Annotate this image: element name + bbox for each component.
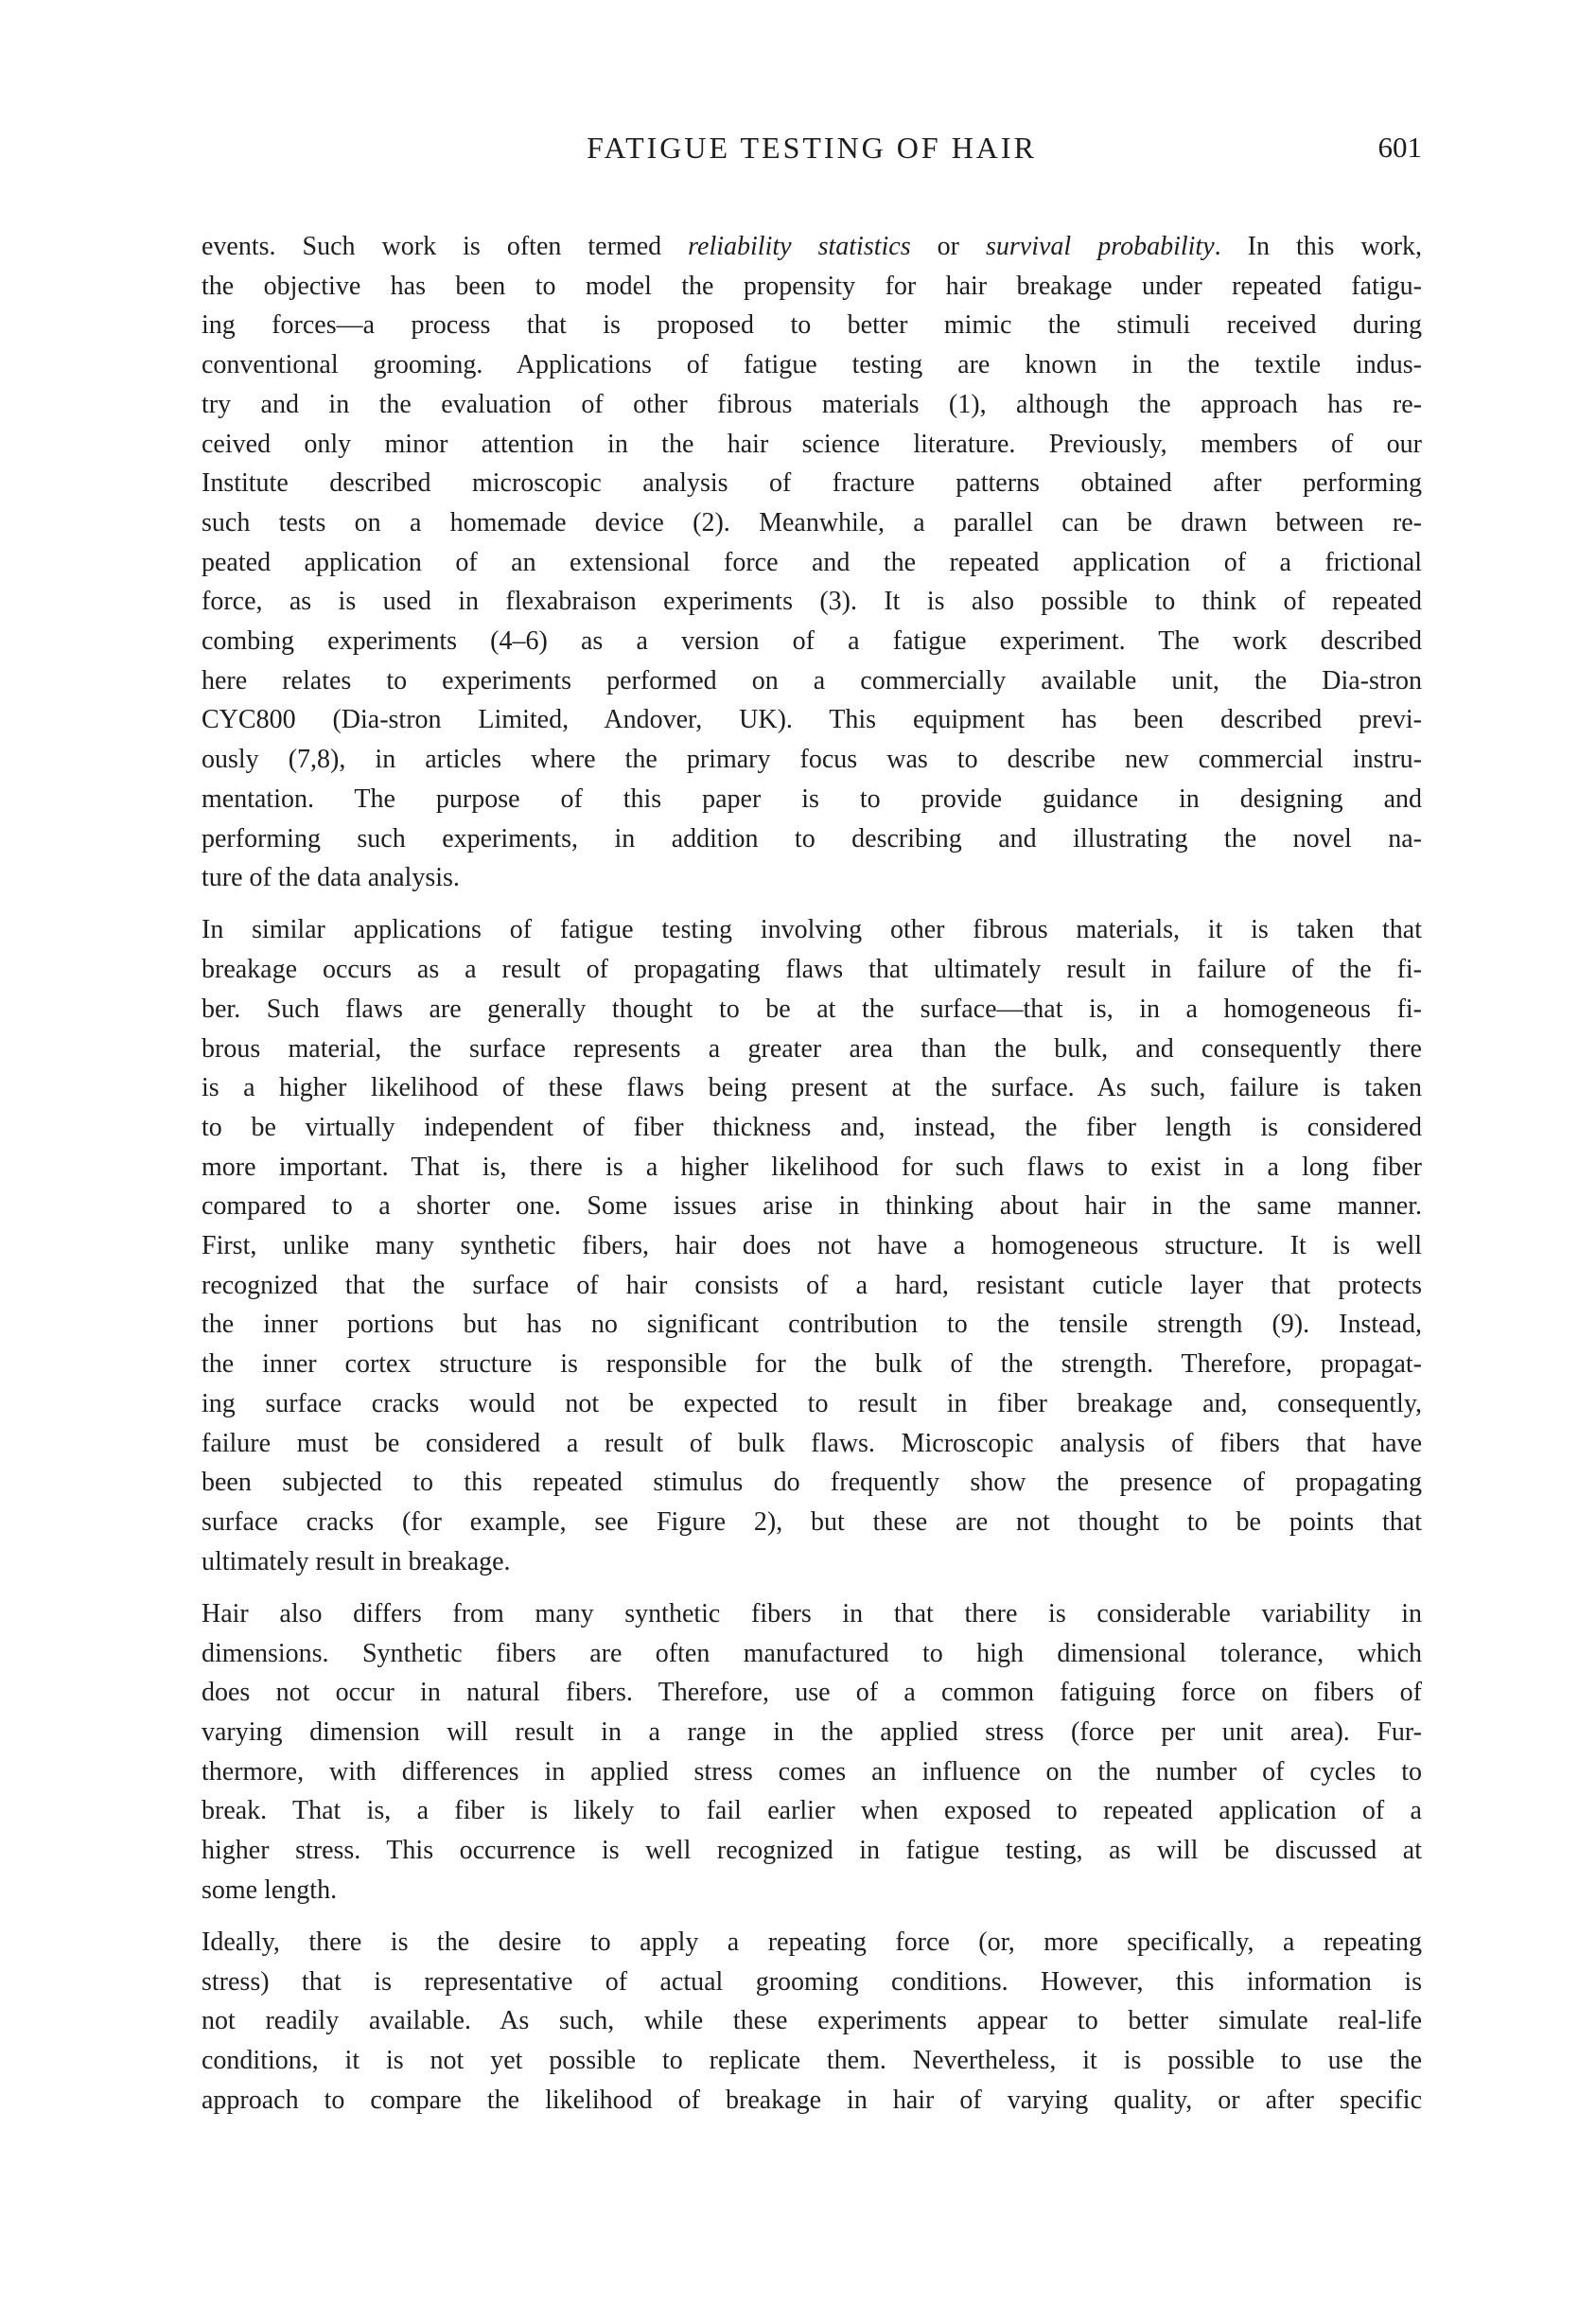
text-line	[202, 503, 1422, 543]
text-segment: such tests on a homemade device (2). Meanwhile, a parallel can be drawn between re-	[202, 507, 1422, 537]
text-segment: recognized that the surface of hair consists of a hard, resistant cuticle layer that protects	[202, 1270, 1422, 1300]
text-line	[202, 425, 1422, 465]
text-segment: try and in the evaluation of other fibrous materials (1), although the approach has re-	[202, 389, 1422, 419]
text-line	[202, 740, 1422, 780]
text-segment: conventional grooming. Applications of fatigue testing are known in the textile indus-	[202, 350, 1422, 380]
text-segment: ture of the data analysis.	[202, 863, 460, 893]
text-line	[202, 1673, 1422, 1713]
text-line	[202, 1923, 1422, 1963]
italic-text: survival probability	[985, 232, 1215, 261]
text-segment: Institute described microscopic analysis of fracture patterns obtained after performing	[202, 468, 1422, 499]
text-segment: failure must be considered a result of bulk flaws. Microscopic analysis of fibers that have	[202, 1428, 1422, 1458]
text-segment: varying dimension will result in a range in the applied stress (force per unit area). Fur-	[202, 1717, 1422, 1748]
running-head-title: FATIGUE TESTING OF HAIR	[587, 131, 1037, 165]
text-segment: surface cracks (for example, see Figure 2), but these are not thought to be points that	[202, 1507, 1422, 1537]
text-segment: not readily available. As such, while these experiments appear to better simulate real-life	[202, 2006, 1422, 2036]
text-segment: ceived only minor attention in the hair science literature. Previously, members of our	[202, 429, 1422, 459]
text-segment: the inner portions but has no significant contribution to the tensile strength (9). Instead,	[202, 1310, 1422, 1340]
text-segment: conditions, it is not yet possible to replicate them. Nevertheless, it is possible to use the	[202, 2046, 1422, 2076]
text-line	[202, 1752, 1422, 1792]
text-segment: been subjected to this repeated stimulus do frequently show the presence of propagating	[202, 1468, 1422, 1498]
text-segment: here relates to experiments performed on a commercially available unit, the Dia-stron	[202, 665, 1422, 695]
text-line	[202, 2081, 1422, 2121]
text-segment: mentation. The purpose of this paper is to provide guidance in designing and	[202, 783, 1422, 814]
text-line	[202, 1634, 1422, 1674]
text-line	[202, 345, 1422, 385]
text-line	[202, 622, 1422, 661]
paragraph	[202, 910, 1422, 1581]
text-line	[202, 1791, 1422, 1831]
text-line	[202, 990, 1422, 1030]
text-segment: performing such experiments, in addition to describing and illustrating the novel na-	[202, 823, 1422, 854]
page-number: 601	[1377, 131, 1422, 164]
text-line	[202, 306, 1422, 345]
text-line	[202, 1305, 1422, 1345]
text-segment: ing forces—a process that is proposed to better mimic the stimuli received during	[202, 310, 1422, 341]
text-line	[202, 1713, 1422, 1752]
text-segment: combing experiments (4–6) as a version of a fatigue experiment. The work described	[202, 626, 1422, 657]
text-line	[202, 1108, 1422, 1148]
text-segment: ber. Such flaws are generally thought to be at the surface—that is, in a homogeneous fi-	[202, 994, 1422, 1024]
paragraph	[202, 227, 1422, 898]
text-line	[202, 1831, 1422, 1871]
text-segment: In similar applications of fatigue testing involving other fibrous materials, it is taken that	[202, 915, 1422, 945]
text-line	[202, 1226, 1422, 1266]
text-segment: break. That is, a fiber is likely to fail earlier when exposed to repeated application of a	[202, 1796, 1422, 1826]
text-line	[202, 1148, 1422, 1188]
text-line	[202, 464, 1422, 503]
text-segment: ing surface cracks would not be expected to result in fiber breakage and, consequently,	[202, 1388, 1422, 1418]
text-line	[202, 1187, 1422, 1226]
body-text	[202, 227, 1422, 2133]
text-line	[202, 2041, 1422, 2081]
text-segment: First, unlike many synthetic fibers, hair does not have a homogeneous structure. It is well	[202, 1231, 1422, 1261]
text-line	[202, 582, 1422, 622]
text-line	[202, 1424, 1422, 1464]
text-segment: dimensions. Synthetic fibers are often manufactured to high dimensional tolerance, which	[202, 1638, 1422, 1668]
text-segment: brous material, the surface represents a greater area than the bulk, and consequently there	[202, 1033, 1422, 1064]
text-segment: compared to a shorter one. Some issues arise in thinking about hair in the same manner.	[202, 1191, 1422, 1222]
text-segment: Ideally, there is the desire to apply a repeating force (or, more specifically, a repeating	[202, 1928, 1422, 1958]
text-segment: peated application of an extensional force and the repeated application of a frictional	[202, 547, 1422, 577]
text-segment: is a higher likelihood of these flaws being present at the surface. As such, failure is taken	[202, 1073, 1422, 1103]
text-line	[202, 543, 1422, 583]
text-segment: approach to compare the likelihood of breakage in hair of varying quality, or after specific	[202, 2085, 1422, 2115]
text-line	[202, 267, 1422, 307]
text-line	[202, 1963, 1422, 2002]
text-segment: CYC800 (Dia-stron Limited, Andover, UK). This equipment has been described previ-	[202, 705, 1422, 735]
text-segment: stress) that is representative of actual grooming conditions. However, this information is	[202, 1966, 1422, 1997]
text-line	[202, 385, 1422, 425]
text-segment: breakage occurs as a result of propagating flaws that ultimately result in failure of the fi-	[202, 955, 1422, 985]
text-segment: higher stress. This occurrence is well recognized in fatigue testing, as will be discussed at	[202, 1836, 1422, 1866]
text-line	[202, 1542, 1422, 1582]
text-segment: ously (7,8), in articles where the primary focus was to describe new commercial instru-	[202, 745, 1422, 775]
text-line	[202, 1345, 1422, 1384]
text-line	[202, 1384, 1422, 1424]
text-line	[202, 2001, 1422, 2041]
text-line	[202, 1871, 1422, 1910]
text-segment: more important. That is, there is a higher likelihood for such flaws to exist in a long fiber	[202, 1152, 1422, 1182]
text-segment: to be virtually independent of fiber thickness and, instead, the fiber length is considered	[202, 1112, 1422, 1142]
text-segment: some length.	[202, 1875, 338, 1905]
text-line	[202, 1266, 1422, 1306]
text-line	[202, 780, 1422, 819]
running-header	[202, 129, 1422, 167]
text-line	[202, 910, 1422, 950]
text-line	[202, 950, 1422, 990]
paragraph	[202, 1923, 1422, 2121]
text-segment: the objective has been to model the propensity for hair breakage under repeated fatigu-	[202, 271, 1422, 301]
text-segment: does not occur in natural fibers. Therefore, use of a common fatiguing force on fibers of	[202, 1678, 1422, 1708]
text-line	[202, 858, 1422, 898]
text-line	[202, 1594, 1422, 1634]
paragraph	[202, 1594, 1422, 1910]
text-line	[202, 1503, 1422, 1542]
text-segment: or	[910, 232, 986, 261]
text-segment: . In this work,	[1214, 232, 1423, 261]
text-segment: force, as is used in flexabraison experiments (3). It is also possible to think of repeated	[202, 587, 1422, 617]
text-line	[202, 1463, 1422, 1503]
text-line	[202, 1030, 1422, 1069]
text-segment: thermore, with differences in applied stress comes an influence on the number of cycles to	[202, 1756, 1422, 1787]
text-segment: Hair also differs from many synthetic fibers in that there is considerable variability in	[202, 1598, 1422, 1628]
text-line	[202, 700, 1422, 740]
italic-text: reliability statistics	[688, 232, 911, 261]
text-line	[202, 819, 1422, 859]
text-line	[202, 227, 1422, 267]
text-line	[202, 1068, 1422, 1108]
text-line	[202, 661, 1422, 701]
text-segment: events. Such work is often termed	[202, 232, 689, 261]
text-segment: ultimately result in breakage.	[202, 1546, 511, 1576]
text-segment: the inner cortex structure is responsible for the bulk of the strength. Therefore, propagat-	[202, 1349, 1422, 1380]
